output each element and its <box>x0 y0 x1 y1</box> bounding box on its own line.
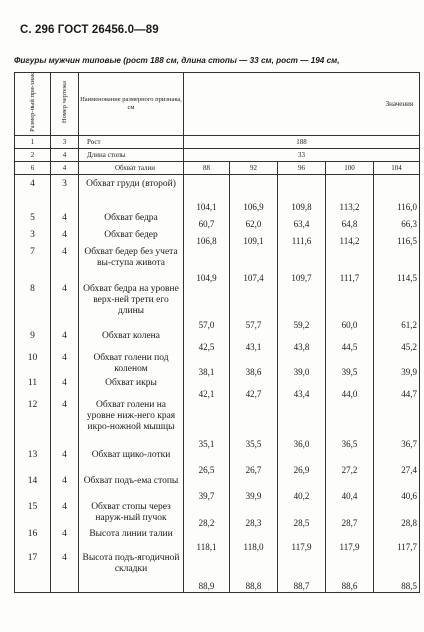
summary-row <box>15 135 420 148</box>
feature-name: Высота подъ-ягодичной складки <box>79 553 184 593</box>
measurement-value: 27,4 <box>374 450 420 476</box>
measurement-value: 26,7 <box>230 450 278 476</box>
feature-number: 4 <box>15 179 51 213</box>
table-row <box>15 230 420 247</box>
drawing-number: 4 <box>51 450 79 476</box>
measurement-value: 36,0 <box>278 400 326 450</box>
feature-name: Рост <box>79 135 184 148</box>
drawing-number: 4 <box>51 502 79 529</box>
table-row <box>15 179 420 213</box>
feature-name: Обхват колена <box>79 331 184 353</box>
measurement-value: 44,7 <box>374 378 420 400</box>
page-header: С. 296 ГОСТ 26456.0—89 <box>20 24 159 36</box>
measurement-value: 63,4 <box>278 213 326 230</box>
drawing-number: 4 <box>51 529 79 553</box>
drawing-number: 4 <box>51 353 79 378</box>
measurement-value: 117,9 <box>326 529 374 553</box>
measurement-value: 44,5 <box>326 331 374 353</box>
measurement-value: 42,1 <box>184 378 230 400</box>
feature-number: 8 <box>15 284 51 331</box>
feature-number: 9 <box>15 331 51 353</box>
table-row <box>15 502 420 529</box>
drawing-number: 4 <box>51 553 79 593</box>
feature-number: 15 <box>15 502 51 529</box>
feature-number: 14 <box>15 476 51 502</box>
measurement-value: 88,8 <box>230 553 278 593</box>
table-row <box>15 476 420 502</box>
feature-name: Высота линии талии <box>79 529 184 553</box>
measurement-value: 61,2 <box>374 284 420 331</box>
measurement-value: 88,5 <box>374 553 420 593</box>
measurement-value: 45,2 <box>374 331 420 353</box>
measurement-value: 111,7 <box>326 247 374 284</box>
measurement-value: 114,5 <box>374 247 420 284</box>
feature-number: 16 <box>15 529 51 553</box>
waist-value: 96 <box>278 161 326 174</box>
measurement-value: 40,6 <box>374 476 420 502</box>
drawing-number: 3 <box>51 135 79 148</box>
table-caption: Фигуры мужчин типовые (рост 188 см, длина стопы — 33 см, рост — 194 см, <box>14 56 340 65</box>
measurement-value: 106,9 <box>230 179 278 213</box>
measurement-value: 40,4 <box>326 476 374 502</box>
summary-row <box>15 148 420 161</box>
table-row <box>15 247 420 284</box>
pre-rows <box>15 135 420 174</box>
feature-name: Обхват голени под коленом <box>79 353 184 378</box>
waist-value: 104 <box>374 161 420 174</box>
feature-name: Обхват бедра <box>79 213 184 230</box>
measurement-value: 107,4 <box>230 247 278 284</box>
drawing-number: 4 <box>51 161 79 174</box>
measurement-value: 117,9 <box>278 529 326 553</box>
drawing-number: 4 <box>51 213 79 230</box>
measurement-value: 39,5 <box>326 353 374 378</box>
measurement-value: 26,9 <box>278 450 326 476</box>
feature-number: 2 <box>15 148 51 161</box>
drawing-number: 4 <box>51 230 79 247</box>
measurements-table <box>14 72 420 593</box>
feature-name: Обхват стопы через наруж-ный пучок <box>79 502 184 529</box>
measurement-value: 88,7 <box>278 553 326 593</box>
waist-value: 100 <box>326 161 374 174</box>
feature-name: Длина стопы <box>79 148 184 161</box>
measurement-value: 35,1 <box>184 400 230 450</box>
feature-name: Обхват икры <box>79 378 184 400</box>
feature-name: Обхват бедер <box>79 230 184 247</box>
drawing-number: 4 <box>51 284 79 331</box>
measurement-value: 38,1 <box>184 353 230 378</box>
header-drawing-number: Номер чертежа <box>51 73 79 136</box>
feature-number: 3 <box>15 230 51 247</box>
table-row <box>15 284 420 331</box>
measurement-value: 28,5 <box>278 502 326 529</box>
measurement-value: 39,0 <box>278 353 326 378</box>
measurement-value: 104,1 <box>184 179 230 213</box>
feature-number: 6 <box>15 161 51 174</box>
measurement-value: 66,3 <box>374 213 420 230</box>
measurement-value: 35,5 <box>230 400 278 450</box>
feature-number: 1 <box>15 135 51 148</box>
measurement-value: 28,8 <box>374 502 420 529</box>
waist-row <box>15 161 420 174</box>
measurement-value: 40,2 <box>278 476 326 502</box>
measurement-value: 57,0 <box>184 284 230 331</box>
table-row <box>15 529 420 553</box>
measurement-value: 38,6 <box>230 353 278 378</box>
drawing-number: 4 <box>51 247 79 284</box>
measurement-value: 109,1 <box>230 230 278 247</box>
feature-name: Обхват талии <box>79 161 184 174</box>
table-row <box>15 353 420 378</box>
feature-value: 188 <box>184 135 420 148</box>
waist-value: 92 <box>230 161 278 174</box>
measurement-value: 28,3 <box>230 502 278 529</box>
table-row <box>15 553 420 593</box>
measurement-value: 44,0 <box>326 378 374 400</box>
measurement-value: 88,9 <box>184 553 230 593</box>
measurement-value: 43,8 <box>278 331 326 353</box>
table-row <box>15 378 420 400</box>
measurement-value: 28,7 <box>326 502 374 529</box>
feature-value: 33 <box>184 148 420 161</box>
measurement-value: 39,9 <box>374 353 420 378</box>
measurement-value: 27,2 <box>326 450 374 476</box>
measurement-value: 60,7 <box>184 213 230 230</box>
feature-number: 12 <box>15 400 51 450</box>
measurement-value: 106,8 <box>184 230 230 247</box>
measurement-value: 26,5 <box>184 450 230 476</box>
measurement-value: 39,7 <box>184 476 230 502</box>
measurement-value: 60,0 <box>326 284 374 331</box>
measurement-value: 43,1 <box>230 331 278 353</box>
measurement-value: 62,0 <box>230 213 278 230</box>
feature-number: 13 <box>15 450 51 476</box>
drawing-number: 4 <box>51 476 79 502</box>
measurement-value: 64,8 <box>326 213 374 230</box>
drawing-number: 3 <box>51 179 79 213</box>
table-row <box>15 450 420 476</box>
feature-number: 7 <box>15 247 51 284</box>
data-rows <box>15 174 420 593</box>
measurement-value: 109,7 <box>278 247 326 284</box>
measurement-value: 109,8 <box>278 179 326 213</box>
header-values: Значения <box>184 73 420 136</box>
measurement-value: 28,2 <box>184 502 230 529</box>
header-feature-number: Размер-ный при-знак <box>15 73 51 136</box>
feature-name: Обхват груди (второй) <box>79 179 184 213</box>
drawing-number: 4 <box>51 331 79 353</box>
feature-number: 10 <box>15 353 51 378</box>
feature-number: 5 <box>15 213 51 230</box>
measurement-value: 36,5 <box>326 400 374 450</box>
feature-name: Обхват голени на уровне ниж-него края икро-ножной мышцы <box>79 400 184 450</box>
drawing-number: 4 <box>51 148 79 161</box>
table-row <box>15 400 420 450</box>
measurement-value: 111,6 <box>278 230 326 247</box>
measurement-value: 42,5 <box>184 331 230 353</box>
header-feature-name: Наименование размерного признака, см <box>79 73 184 136</box>
drawing-number: 4 <box>51 378 79 400</box>
table-row <box>15 213 420 230</box>
feature-name: Обхват бедер без учета вы-ступа живота <box>79 247 184 284</box>
measurement-value: 113,2 <box>326 179 374 213</box>
measurement-value: 36,7 <box>374 400 420 450</box>
feature-name: Обхват бедра на уровне верх-ней трети его длины <box>79 284 184 331</box>
measurement-value: 117,7 <box>374 529 420 553</box>
measurement-value: 59,2 <box>278 284 326 331</box>
measurement-value: 57,7 <box>230 284 278 331</box>
table-row <box>15 331 420 353</box>
waist-value: 88 <box>184 161 230 174</box>
measurement-value: 42,7 <box>230 378 278 400</box>
drawing-number: 4 <box>51 400 79 450</box>
measurement-value: 116,5 <box>374 230 420 247</box>
measurement-value: 39,9 <box>230 476 278 502</box>
measurement-value: 104,9 <box>184 247 230 284</box>
measurement-value: 88,6 <box>326 553 374 593</box>
measurement-value: 114,2 <box>326 230 374 247</box>
measurement-value: 118,0 <box>230 529 278 553</box>
measurement-value: 118,1 <box>184 529 230 553</box>
measurement-value: 116,0 <box>374 179 420 213</box>
feature-number: 11 <box>15 378 51 400</box>
feature-name: Обхват щико-лотки <box>79 450 184 476</box>
measurement-value: 43,4 <box>278 378 326 400</box>
feature-number: 17 <box>15 553 51 593</box>
feature-name: Обхват подъ-ема стопы <box>79 476 184 502</box>
